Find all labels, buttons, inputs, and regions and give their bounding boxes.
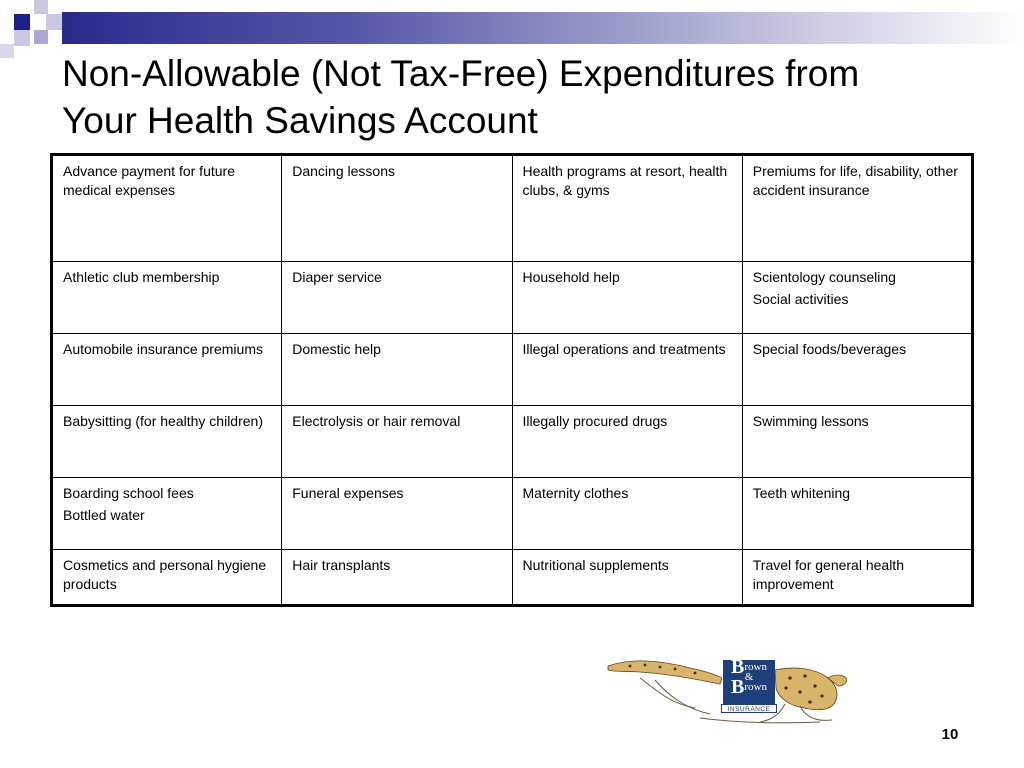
cell-text: Household help <box>522 269 620 285</box>
logo-insurance-label: INSURANCE <box>721 704 777 713</box>
table-row <box>52 478 973 550</box>
cell-text: Scientology counseling <box>752 269 896 285</box>
cell-text: Automobile insurance premiums <box>63 341 263 357</box>
cell-text: Advance payment for future medical expenses <box>63 163 235 198</box>
table-cell <box>512 334 742 406</box>
logo-line-1: rown <box>744 661 767 673</box>
table-cell <box>742 334 972 406</box>
cell-text: Maternity clothes <box>522 485 629 501</box>
cell-text: Cosmetics and personal hygiene products <box>63 557 267 592</box>
decor-square <box>46 14 62 30</box>
table-cell <box>52 550 282 606</box>
logo-letter: B <box>731 656 745 678</box>
table-cell <box>52 262 282 334</box>
table-cell <box>512 478 742 550</box>
logo-line-3: rown <box>744 681 767 693</box>
table-cell <box>742 262 972 334</box>
decor-square <box>14 30 30 46</box>
cell-text: Domestic help <box>292 341 381 357</box>
table-cell <box>282 155 512 262</box>
table-cell <box>512 262 742 334</box>
cell-text: Teeth whitening <box>752 485 851 501</box>
cell-text: Boarding school fees <box>63 485 194 501</box>
table-cell <box>282 406 512 478</box>
brown-and-brown-logo <box>723 656 775 704</box>
decor-square <box>34 30 48 44</box>
slide-title-line-2: Your Health Savings Account <box>62 100 538 141</box>
table-row <box>52 334 973 406</box>
table-cell <box>512 155 742 262</box>
cell-text: Athletic club membership <box>63 269 220 285</box>
cell-text: Diaper service <box>292 269 382 285</box>
logo-line-2: & <box>744 671 754 683</box>
cell-text: Funeral expenses <box>292 485 404 501</box>
cell-text: Hair transplants <box>292 557 391 573</box>
cell-text: Swimming lessons <box>752 413 869 429</box>
table-cell <box>52 406 282 478</box>
table-cell <box>742 155 972 262</box>
table-cell <box>512 406 742 478</box>
cell-text: Travel for general health improvement <box>752 557 904 592</box>
decor-square <box>0 44 14 58</box>
table-cell <box>742 478 972 550</box>
table-cell <box>742 550 972 606</box>
decor-square <box>14 14 30 30</box>
table-row <box>52 406 973 478</box>
table-cell <box>282 262 512 334</box>
table-row <box>52 262 973 334</box>
table-row <box>52 155 973 262</box>
table-cell <box>52 334 282 406</box>
expenditures-table <box>50 153 974 607</box>
logo-letter: B <box>731 676 745 698</box>
slide-title-line-1: Non-Allowable (Not Tax-Free) Expenditures from <box>62 53 860 94</box>
table-cell <box>512 550 742 606</box>
cell-text: Illegal operations and treatments <box>522 341 726 357</box>
cell-text: Babysitting (for healthy children) <box>63 413 263 429</box>
table-row <box>52 550 973 606</box>
cell-text: Electrolysis or hair removal <box>292 413 461 429</box>
cell-text: Health programs at resort, health clubs, & gyms <box>522 163 728 198</box>
cell-text: Bottled water <box>63 507 145 523</box>
page-number: 10 <box>941 726 959 743</box>
table-cell <box>282 478 512 550</box>
table-cell <box>282 334 512 406</box>
cell-text: Dancing lessons <box>292 163 395 179</box>
table-cell <box>282 550 512 606</box>
slide-title <box>62 50 1002 144</box>
table-cell <box>52 478 282 550</box>
table-cell <box>742 406 972 478</box>
cell-text: Special foods/beverages <box>752 341 907 357</box>
decor-square <box>34 0 48 14</box>
table-cell <box>52 155 282 262</box>
cell-text: Illegally procured drugs <box>522 413 668 429</box>
header-gradient-bar <box>62 12 1024 44</box>
cell-text: Premiums for life, disability, other accident insurance <box>752 163 958 198</box>
cell-text: Social activities <box>752 291 849 307</box>
cell-text: Nutritional supplements <box>522 557 669 573</box>
